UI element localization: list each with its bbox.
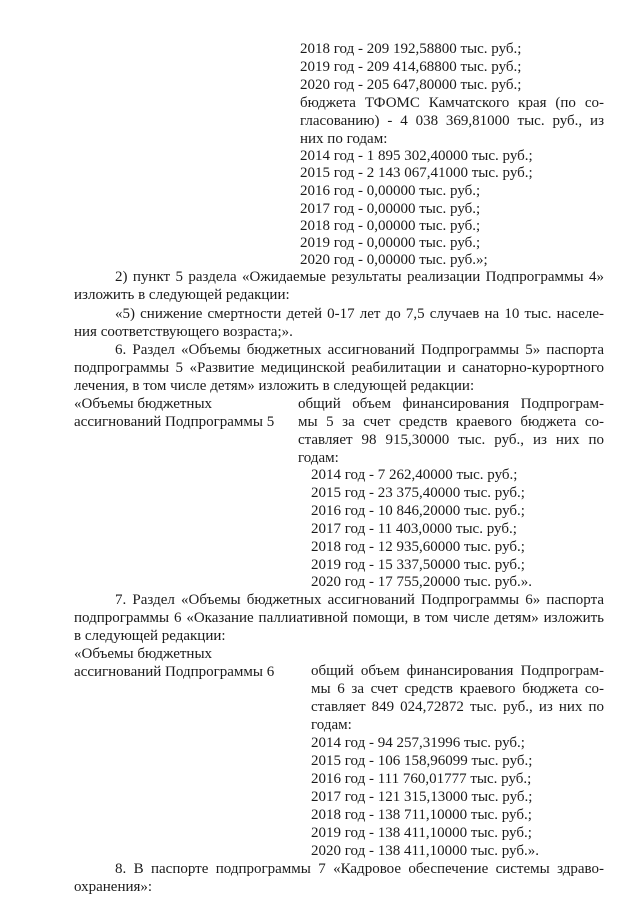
item7-line: подпрограммы 6 «Оказание паллиативной помощи, в том числе детям» изложить: [74, 610, 604, 626]
item7-right-line: 2015 год - 106 158,96099 тыс. руб.;: [311, 753, 533, 769]
item7-right-line: 2014 год - 94 257,31996 тыс. руб.;: [311, 735, 525, 751]
item6-right-line: 2019 год - 15 337,50000 тыс. руб.;: [311, 557, 525, 573]
item6-right-line: мы 5 за счет средств краевого бюджета со-: [298, 414, 604, 430]
block1-line: 2017 год - 0,00000 тыс. руб.;: [300, 201, 481, 217]
block1-line: 2014 год - 1 895 302,40000 тыс. руб.;: [300, 148, 533, 164]
item7-left-label: ассигнований Подпрограммы 6: [74, 664, 275, 680]
block1-line: них по годам:: [300, 131, 388, 147]
item7-left-label: «Объемы бюджетных: [74, 646, 213, 662]
item6-left-label: ассигнований Подпрограммы 5: [74, 414, 275, 430]
item7-right-line: 2019 год - 138 411,10000 тыс. руб.;: [311, 825, 532, 841]
block1-line: 2018 год - 209 192,58800 тыс. руб.;: [300, 41, 522, 57]
item7-line: в следующей редакции:: [74, 628, 226, 644]
item7-line: 7. Раздел «Объемы бюджетных ассигнований Подпрограммы 6» паспорта: [115, 592, 604, 608]
block1-line: 2019 год - 209 414,68800 тыс. руб.;: [300, 59, 522, 75]
block1-line: 2020 год - 0,00000 тыс. руб.»;: [300, 252, 488, 268]
item2-line: 2) пункт 5 раздела «Ожидаемые результаты реализации Подпрограммы 4»: [115, 269, 604, 285]
item6-left-label: «Объемы бюджетных: [74, 396, 213, 412]
item7-right-line: 2017 год - 121 315,13000 тыс. руб.;: [311, 789, 533, 805]
block1-line: 2015 год - 2 143 067,41000 тыс. руб.;: [300, 165, 533, 181]
item6-right-line: 2015 год - 23 375,40000 тыс. руб.;: [311, 485, 525, 501]
item6-right-line: годам:: [298, 450, 339, 466]
item7-right-line: 2018 год - 138 711,10000 тыс. руб.;: [311, 807, 532, 823]
item7-right-line: годам:: [311, 717, 352, 733]
item8-line: охранения»:: [74, 879, 153, 895]
item6-line: 6. Раздел «Объемы бюджетных ассигнований Подпрограммы 5» паспорта: [115, 342, 604, 358]
block1-line: 2019 год - 0,00000 тыс. руб.;: [300, 235, 481, 251]
block1-line: гласованию) - 4 038 369,81000 тыс. руб., из: [300, 113, 604, 129]
item6-right-line: 2018 год - 12 935,60000 тыс. руб.;: [311, 539, 525, 555]
block1-line: 2016 год - 0,00000 тыс. руб.;: [300, 183, 481, 199]
item6-right-line: 2020 год - 17 755,20000 тыс. руб.».: [311, 574, 533, 590]
block1-line: 2020 год - 205 647,80000 тыс. руб.;: [300, 77, 522, 93]
item6-right-line: общий объем финансирования Подпрограм-: [298, 396, 604, 412]
item7-right-line: мы 6 за счет средств краевого бюджета со-: [311, 681, 604, 697]
item2-line: изложить в следующей редакции:: [74, 287, 290, 303]
item2-line: «5) снижение смертности детей 0-17 лет до 7,5 случаев на 10 тыс. населе-: [115, 306, 604, 322]
item2-line: ния соответствующего возраста;».: [74, 324, 293, 340]
block1-line: 2018 год - 0,00000 тыс. руб.;: [300, 218, 481, 234]
item7-right-line: 2020 год - 138 411,10000 тыс. руб.».: [311, 843, 539, 859]
item7-right-line: 2016 год - 111 760,01777 тыс. руб.;: [311, 771, 532, 787]
item6-right-line: 2016 год - 10 846,20000 тыс. руб.;: [311, 503, 525, 519]
item7-right-line: ставляет 849 024,72872 тыс. руб., из них по: [311, 699, 604, 715]
item7-right-line: общий объем финансирования Подпрограм-: [311, 663, 604, 679]
item6-right-line: ставляет 98 915,30000 тыс. руб., из них по: [298, 432, 604, 448]
item8-line: 8. В паспорте подпрограммы 7 «Кадровое обеспечение системы здраво-: [115, 861, 604, 877]
item6-right-line: 2017 год - 11 403,0000 тыс. руб.;: [311, 521, 517, 537]
block1-line: бюджета ТФОМС Камчатского края (по со-: [300, 95, 604, 111]
item6-right-line: 2014 год - 7 262,40000 тыс. руб.;: [311, 467, 518, 483]
item6-line: лечения, в том числе детям» изложить в следующей редакции:: [74, 378, 475, 394]
item6-line: подпрограммы 5 «Развитие медицинской реабилитации и санаторно-курортного: [74, 360, 604, 376]
